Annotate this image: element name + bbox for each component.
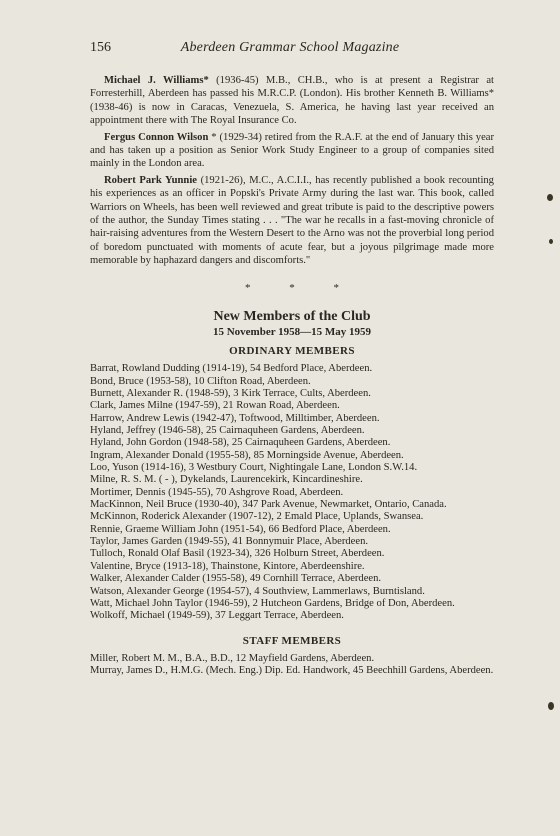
magazine-title: Aberdeen Grammar School Magazine	[180, 40, 400, 55]
news-paragraph-williams	[90, 74, 494, 128]
ink-spot	[548, 702, 554, 710]
member-entry: Harrow, Andrew Lewis (1942-47), Toftwood, Milltimber, Aberdeen.	[90, 412, 380, 424]
section-title: New Members of the Club	[213, 309, 371, 325]
member-entry: MacKinnon, Neil Bruce (1930-40), 347 Park Avenue, Newmarket, Ontario, Canada.	[90, 499, 447, 511]
page-number: 156	[90, 40, 111, 55]
member-entry: Walker, Alexander Calder (1955-58), 49 Cornhill Terrace, Aberdeen.	[90, 573, 382, 585]
member-entry: Wolkoff, Michael (1949-59), 37 Leggart Terrace, Aberdeen.	[90, 610, 344, 622]
paragraph-text: * (1929-34) retired from the R.A.F. at the end of January this year and has taken up a position as Senior Work Study Engineer to a group of companies sited mainly in the London area.	[90, 131, 495, 170]
member-entry: Miller, Robert M. M., B.A., B.D., 12 Mayfield Gardens, Aberdeen.	[90, 652, 375, 664]
member-entry: Watt, Michael John Taylor (1946-59), 2 Hutcheon Gardens, Bridge of Don, Aberdeen.	[90, 597, 455, 609]
section-separator: * * *	[245, 281, 357, 294]
ink-spot	[549, 239, 553, 244]
paragraph-name: Robert Park Yunnie	[104, 174, 197, 186]
paragraph-name: Michael J. Williams*	[104, 75, 209, 86]
paragraph-name: Fergus Connon Wilson	[104, 131, 209, 143]
news-paragraph-wilson	[90, 131, 494, 171]
paragraph-text: (1936-45) M.B., CH.B., who is at present a Registrar at Forresterhill, Aberdeen has passed his M.R.C.P. (London). His brother Kenneth B. Williams* (1938-46) is now in Caracas, Venezuela, S. America, he having last year received an appointment there with The Royal Insurance Co.	[90, 75, 494, 127]
member-entry: Barrat, Rowland Dudding (1914-19), 54 Bedford Place, Aberdeen.	[90, 363, 373, 375]
member-entry: Clark, James Milne (1947-59), 21 Rowan Road, Aberdeen.	[90, 400, 340, 412]
staff-members-list	[90, 653, 494, 678]
section-dates: 15 November 1958—15 May 1959	[212, 325, 372, 338]
ordinary-members-heading: ORDINARY MEMBERS	[229, 344, 355, 357]
page-header	[90, 40, 490, 60]
ink-spot	[547, 194, 553, 201]
paragraph-text: (1921-26), M.C., A.C.I.I., has recently published a book recounting his experiences as an officer in Popski's Private Army during the last war. This book, called Warriors on Wheels, has been well reviewed and great tribute is paid to the descriptive powers of the author, the Sunday Times stating . . . "The war he recalls in a fast-moving chronicle of hair-raising adventures from the Western Desert to the Arno was not the proverbial long period of boredom punctuated with moments of acute fear, but a joyous pilgrimage made more memorable by haphazard dangers and discomforts."	[90, 174, 494, 267]
member-entry: Milne, R. S. M. ( - ), Dykelands, Laurencekirk, Kincardineshire.	[90, 474, 363, 486]
member-entry: Mortimer, Dennis (1945-55), 70 Ashgrove Road, Aberdeen.	[90, 486, 344, 498]
member-entry: McKinnon, Roderick Alexander (1907-12), 2 Emald Place, Uplands, Swansea.	[90, 511, 424, 523]
member-entry: Watson, Alexander George (1954-57), 4 Southview, Lammerlaws, Burntisland.	[90, 585, 425, 597]
member-entry: Rennie, Graeme William John (1951-54), 66 Bedford Place, Aberdeen.	[90, 523, 391, 535]
member-entry: Murray, James D., H.M.G. (Mech. Eng.) Dip. Ed. Handwork, 45 Beechhill Gardens, Aberdeen.	[90, 665, 494, 677]
member-entry: Ingram, Alexander Donald (1955-58), 85 Morningside Avenue, Aberdeen.	[90, 449, 404, 461]
member-entry: Hyland, Jeffrey (1946-58), 25 Cairnaquheen Gardens, Aberdeen.	[90, 425, 365, 437]
member-entry: Bond, Bruce (1953-58), 10 Clifton Road, Aberdeen.	[90, 375, 311, 387]
staff-members-heading: STAFF MEMBERS	[242, 634, 342, 647]
member-entry: Hyland, John Gordon (1948-58), 25 Cairnaquheen Gardens, Aberdeen.	[90, 437, 391, 449]
member-entry: Valentine, Bryce (1913-18), Thainstone, Kintore, Aberdeenshire.	[90, 560, 365, 572]
page-body	[90, 74, 494, 678]
ordinary-members-list	[90, 363, 494, 622]
member-entry: Burnett, Alexander R. (1948-59), 3 Kirk Terrace, Cults, Aberdeen.	[90, 388, 371, 399]
member-entry: Tulloch, Ronald Olaf Basil (1923-34), 326 Holburn Street, Aberdeen.	[90, 548, 385, 560]
news-paragraph-yunnie	[90, 174, 494, 268]
member-entry: Loo, Yuson (1914-16), 3 Westbury Court, Nightingale Lane, London S.W.14.	[90, 462, 418, 474]
member-entry: Taylor, James Garden (1949-55), 41 Bonnymuir Place, Aberdeen.	[90, 536, 369, 548]
